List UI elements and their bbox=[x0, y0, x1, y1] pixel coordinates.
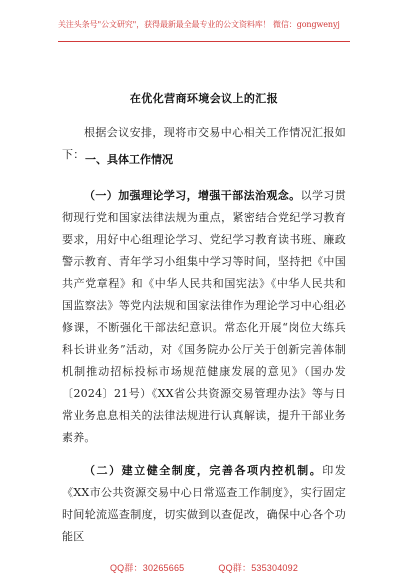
item2-body: 印发《XX市公共资源交易中心日常巡查工作制度》，实行固定时间轮流巡查制度，切实做到以查促改，确保中心各个功能区 bbox=[62, 464, 346, 543]
item2-paragraph bbox=[62, 460, 346, 548]
item1-paragraph bbox=[62, 185, 346, 449]
item1-body: 以学习贯彻现行党和国家法律法规为重点，紧密结合党纪学习教育要求，用好中心组理论学习、党纪学习教育读书班、廉政警示教育、青年学习小组集中学习等时间，坚持把《中国共产党章程》和《中华人民共和国宪法》《中华人民共和国监察法》等党内法规和国家法律作为理论学习中心组必修课，不断强化干部法纪意识。常态化开展“岗位大练兵科长讲业务”活动，对《国务院办公厅关于创新完善体制机制推动招标投标市场规范健康发展的意见》（国办发〔2024〕21号）《XX省公共资源交易管理办法》等与日常业务息息相关的法律法规进行认真解读，提升干部业务素养。 bbox=[62, 189, 346, 444]
item1-lead: （一）加强理论学习，增强干部法治观念。 bbox=[84, 189, 301, 202]
header-banner: 关注头条号"公文研究"，获得最新最全最专业的公文资料库！ 微信：gongwenyj bbox=[58, 20, 340, 29]
intro-paragraph: 根据会议安排，现将市交易中心相关工作情况汇报如下： bbox=[62, 126, 346, 161]
header-divider bbox=[58, 41, 350, 42]
footer-qq-groups bbox=[0, 561, 408, 574]
document-title: 在优化营商环境会议上的汇报 bbox=[129, 92, 279, 105]
item2-lead: （二）建立健全制度，完善各项内控机制。 bbox=[84, 464, 323, 477]
footer-qq2: QQ群：535304092 bbox=[218, 563, 299, 573]
section-heading: 一、具体工作情况 bbox=[85, 153, 173, 166]
footer-qq1: QQ群：30265665 bbox=[109, 563, 185, 573]
